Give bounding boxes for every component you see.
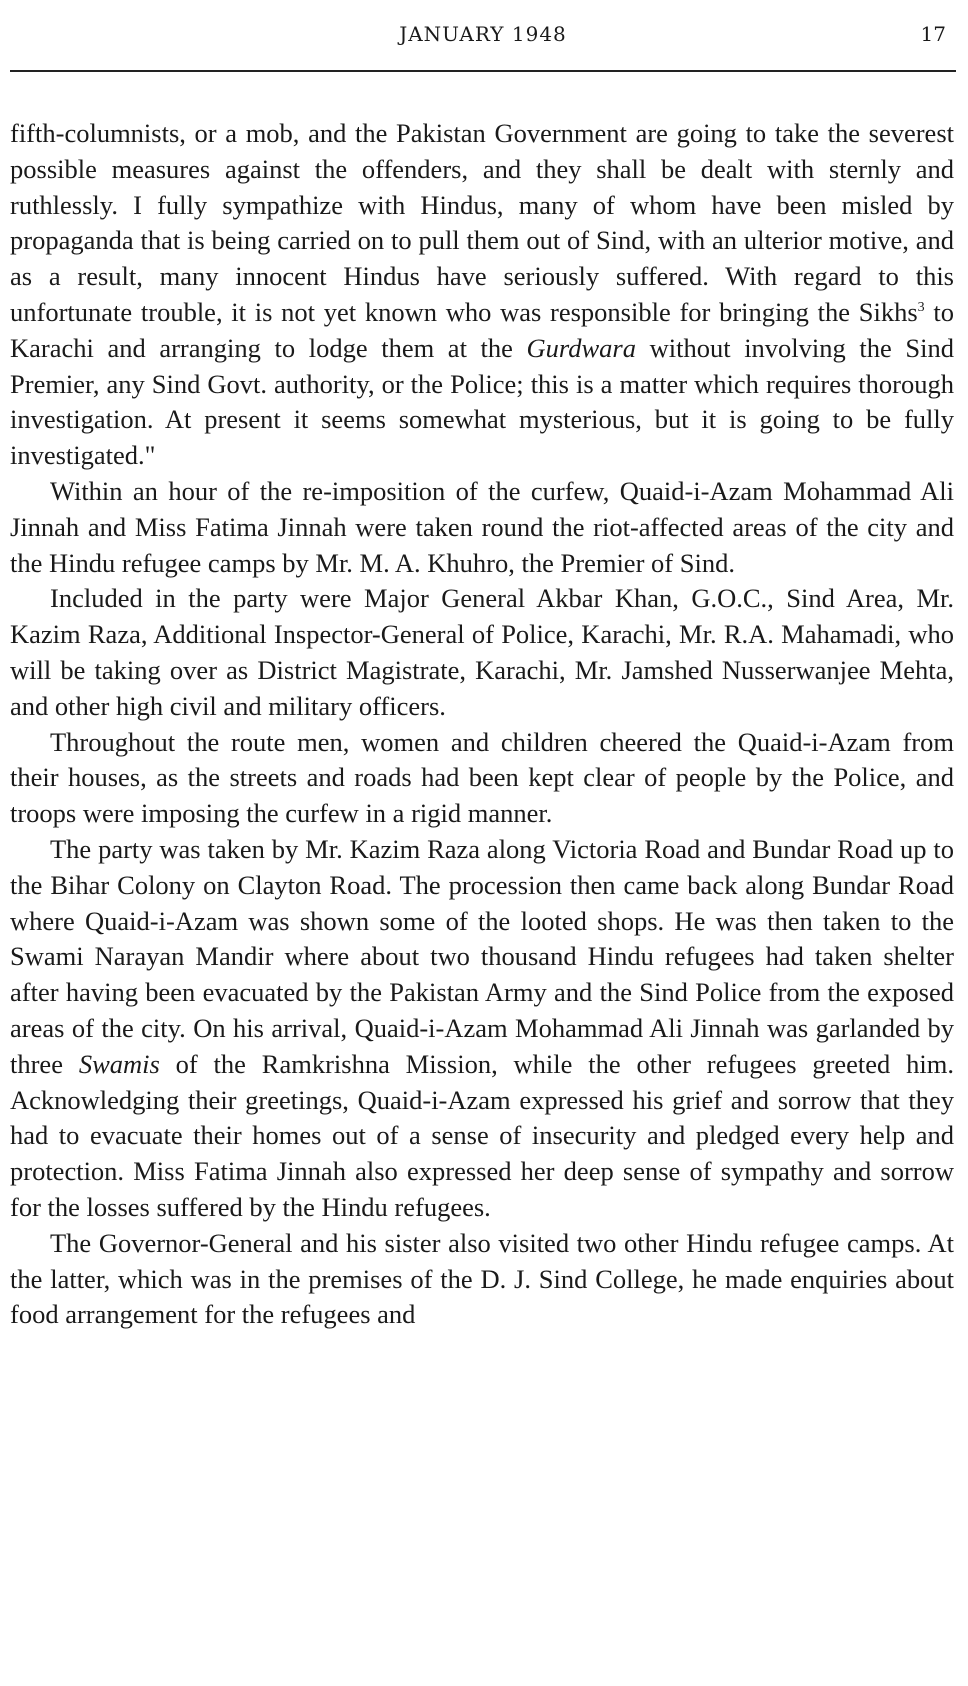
paragraph: The Governor-General and his sister also visited two other Hindu refugee camps. At the latter, which was in the premises of the D. J. Sind College, he made enquiries about food arrangement for the refugees and (10, 1227, 954, 1330)
body-text (10, 116, 954, 1333)
paragraph: Included in the party were Major General Akbar Khan, G.O.C., Sind Area, Mr. Kazim Raza, Additional Inspector-General of Police, Karachi, Mr. R.A. Mahamadi, who will be taking over as District Magistrate, Karachi, Mr. Jamshed Nusserwanjee Mehta, and other high civil and military officers. (10, 583, 954, 721)
text-run: to Karachi and arranging to lodge them at the (10, 296, 954, 363)
footnote-marker: 3 (917, 300, 925, 316)
page-header (10, 14, 956, 54)
running-head: JANUARY 1948 (399, 22, 567, 46)
italic-term: Swamis (78, 1048, 160, 1079)
text-run: The party was taken by Mr. Kazim Raza along Victoria Road and Bundar Road up to the Bihar Colony on Clayton Road. The procession then came back along Bundar Road where Quaid-i-Azam was shown some of the looted shops. He was then taken to the Swami Narayan Mandir where about two thousand Hindu refugees had taken shelter after having been evacuated by the Pakistan Army and the Sind Police from the exposed areas of the city. On his arrival, Quaid-i-Azam Mohammad Ali Jinnah was garlanded by three (10, 833, 954, 1079)
header-rule (10, 70, 956, 72)
text-run: of the Ramkrishna Mission, while the other refugees greeted him. Acknowledging their greetings, Quaid-i-Azam expressed his grief and sorrow that they had to evacuate their homes out of a sense of insecurity and pledged every help and protection. Miss Fatima Jinnah also expressed her deep sense of sympathy and sorrow for the losses suffered by the Hindu refugees. (10, 1048, 954, 1222)
text-run: fifth-columnists, or a mob, and the Pakistan Government are going to take the severest possible measures against the offenders, and they shall be dealt with sternly and ruthlessly. I fully sympathize with Hindus, many of whom have been misled by propaganda that is being carried on to pull them out of Sind, with an ulterior motive, and as a result, many innocent Hindus have seriously suffered. With regard to this unfortunate trouble, it is not yet known who was responsible for bringing the Sikhs (10, 118, 954, 327)
page-number: 17 (920, 22, 946, 46)
paragraph: Throughout the route men, women and children cheered the Quaid-i-Azam from their houses, as the streets and roads had been kept clear of people by the Police, and troops were imposing the curfew in a rigid manner. (10, 726, 954, 829)
italic-term: Gurdwara (526, 332, 636, 363)
text-run: without involving the Sind Premier, any Sind Govt. authority, or the Police; this is a matter which requires thorough investigation. At present it seems somewhat mysterious, but it is going to be fully investigated." (10, 332, 954, 471)
paragraph (10, 832, 954, 1226)
paragraph-continued (10, 116, 954, 474)
paragraph: Within an hour of the re-imposition of the curfew, Quaid-i-Azam Mohammad Ali Jinnah and Miss Fatima Jinnah were taken round the riot-affected areas of the city and the Hindu refugee camps by Mr. M. A. Khuhro, the Premier of Sind. (10, 475, 954, 578)
